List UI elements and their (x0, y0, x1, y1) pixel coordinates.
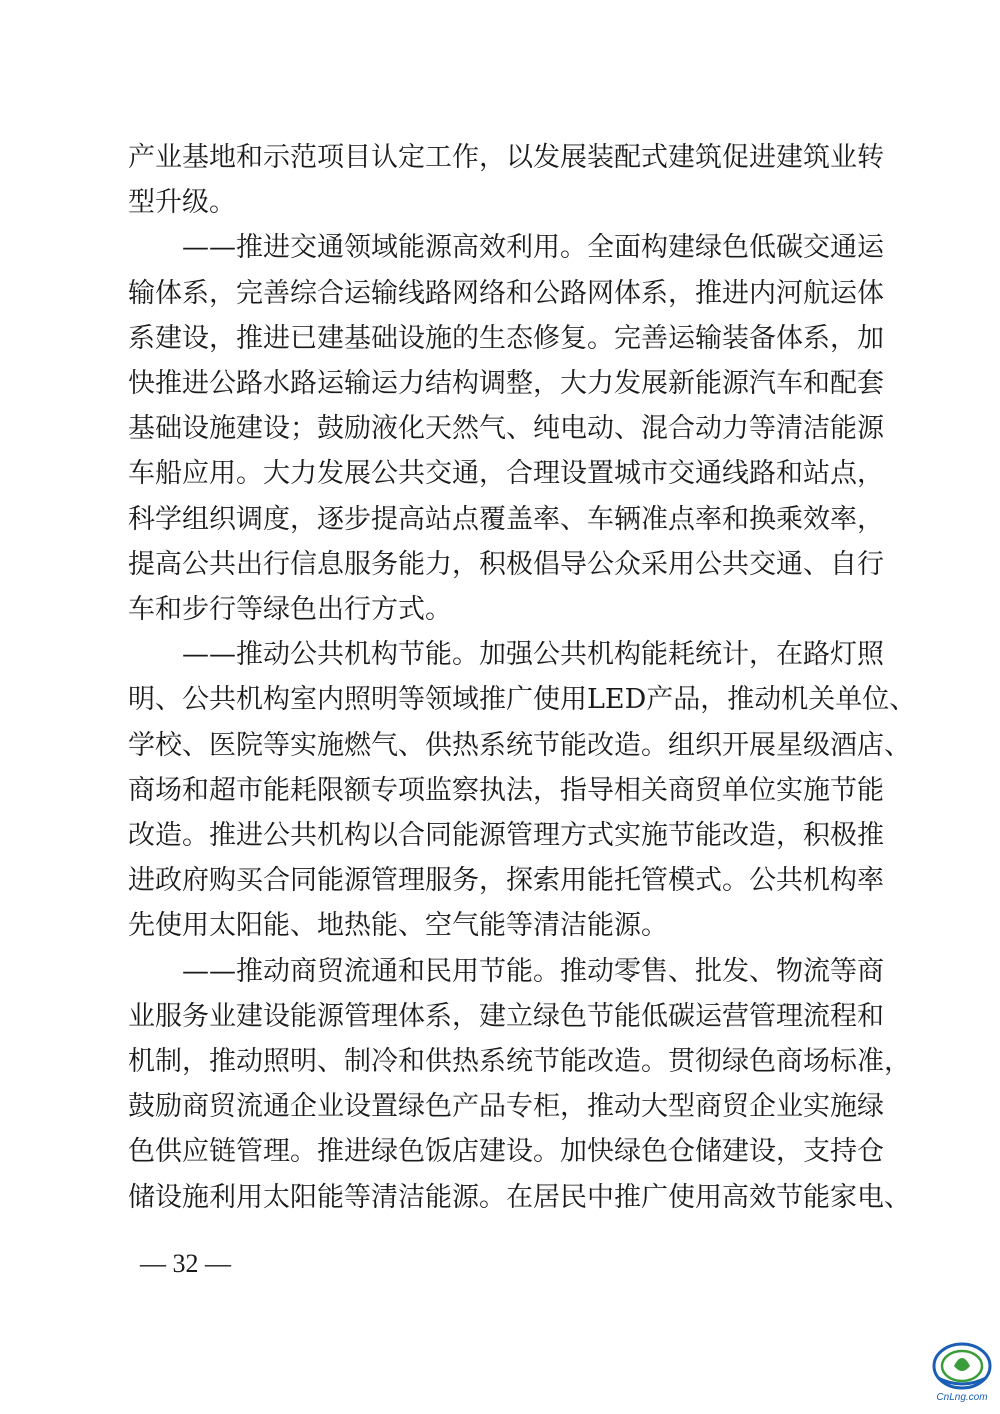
text-line: 机制，推动照明、制冷和供热系统节能改造。贯彻绿色商场标准， (128, 1046, 911, 1077)
text-line: 型升级。 (128, 187, 236, 219)
text-line: 业服务业建设能源管理体系，建立绿色节能低碳运营管理流程和 (128, 1000, 884, 1032)
text-line: ——推动商贸流通和民用节能。推动零售、批发、物流等商 (182, 955, 884, 987)
text-line: ——推动公共机构节能。加强公共机构能耗统计，在路灯照 (182, 639, 884, 671)
text-line: 先使用太阳能、地热能、空气能等清洁能源。 (128, 910, 668, 942)
svg-text:CnLng.com: CnLng.com (936, 1392, 988, 1403)
text-line: 基础设施建设；鼓励液化天然气、纯电动、混合动力等清洁能源 (128, 413, 884, 445)
text-line: 科学组织调度，逐步提高站点覆盖率、车辆准点率和换乘效率， (128, 503, 884, 535)
text-line: 提高公共出行信息服务能力，积极倡导公众采用公共交通、自行 (128, 548, 884, 580)
text-line: 储设施利用太阳能等清洁能源。在居民中推广使用高效节能家电、 (128, 1181, 911, 1213)
text-line: 快推进公路水路运输运力结构调整，大力发展新能源汽车和配套 (128, 368, 884, 399)
text-line: 色供应链管理。推进绿色饭店建设。加快绿色仓储建设，支持仓 (128, 1136, 884, 1168)
page-number: — 32 — (140, 1249, 231, 1278)
text-line: 系建设，推进已建基础设施的生态修复。完善运输装备体系，加 (128, 322, 884, 354)
text-line: 改造。推进公共机构以合同能源管理方式实施节能改造，积极推 (128, 820, 884, 851)
text-line: 进政府购买合同能源管理服务，探索用能托管模式。公共机构率 (128, 865, 884, 897)
text-line: ——推进交通领域能源高效利用。全面构建绿色低碳交通运 (182, 232, 884, 264)
text-line: 商场和超市能耗限额专项监察执法，指导相关商贸单位实施节能 (128, 774, 884, 806)
text-line: 车和步行等绿色出行方式。 (128, 594, 452, 625)
text-line: 车船应用。大力发展公共交通，合理设置城市交通线路和站点， (128, 458, 884, 490)
text-line: 明、公共机构室内照明等领域推广使用LED产品，推动机关单位、 (128, 684, 917, 716)
cnlng-logo-icon (928, 1336, 996, 1404)
text-line: 鼓励商贸流通企业设置绿色产品专柜，推动大型商贸企业实施绿 (128, 1091, 884, 1123)
text-line: 学校、医院等实施燃气、供热系统节能改造。组织开展星级酒店、 (128, 729, 911, 761)
text-line: 产业基地和示范项目认定工作，以发展装配式建筑促进建筑业转 (128, 142, 884, 173)
text-line: 输体系，完善综合运输线路网络和公路网体系，推进内河航运体 (128, 277, 884, 309)
